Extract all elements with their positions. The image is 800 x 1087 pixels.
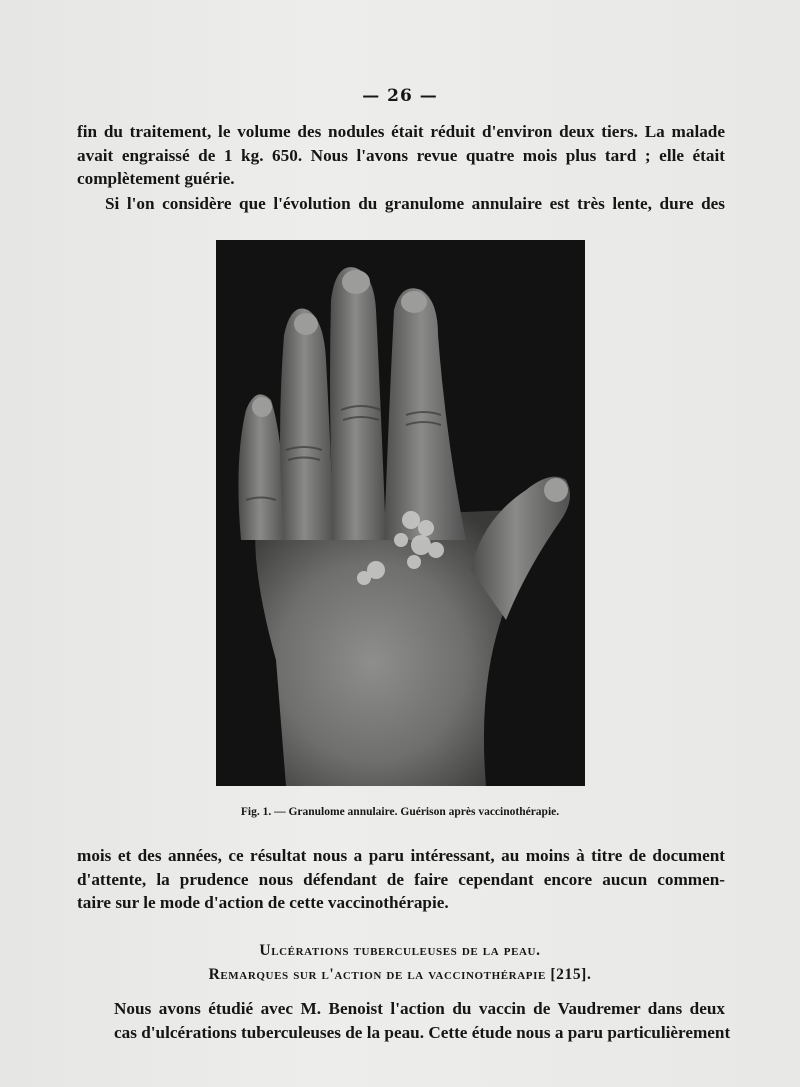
hand-photograph xyxy=(216,240,585,786)
text-line: mois et des années, ce résultat nous a paru intéressant, au moins à titre de document xyxy=(77,846,725,865)
text-line: avait engraissé de 1 kg. 650. Nous l'avons revue quatre mois plus tard ; elle était xyxy=(77,145,725,165)
paragraph-2 xyxy=(77,192,725,216)
paragraph-3 xyxy=(77,844,725,915)
text-line: complètement guérie. xyxy=(77,169,235,188)
text-line: fin du traitement, le volume des nodules était réduit d'environ deux tiers. La malade xyxy=(77,122,725,141)
section-heading: Ulcérations tuberculeuses de la peau. xyxy=(259,942,541,959)
section-subheading: Remarques sur l'action de la vaccinothérapie [215]. xyxy=(208,966,592,983)
text-line: taire sur le mode d'action de cette vaccinothérapie. xyxy=(77,893,449,912)
paragraph-1 xyxy=(77,120,725,191)
figure-caption: Fig. 1. — Granulome annulaire. Guérison après vaccinothérapie. xyxy=(240,806,560,818)
paragraph-4 xyxy=(77,997,731,1044)
text-line: Si l'on considère que l'évolution du granulome annulaire est très lente, dure des xyxy=(105,194,725,213)
text-line: d'attente, la prudence nous défendant de faire cependant encore aucun commen- xyxy=(77,869,725,889)
text-line: cas d'ulcérations tuberculeuses de la peau. Cette étude nous a paru particulièrement xyxy=(114,1022,731,1042)
hand-photo-illustration xyxy=(216,240,585,786)
page-number: — 26 — xyxy=(362,86,438,106)
text-line: Nous avons étudié avec M. Benoist l'action du vaccin de Vaudremer dans deux xyxy=(114,999,725,1018)
